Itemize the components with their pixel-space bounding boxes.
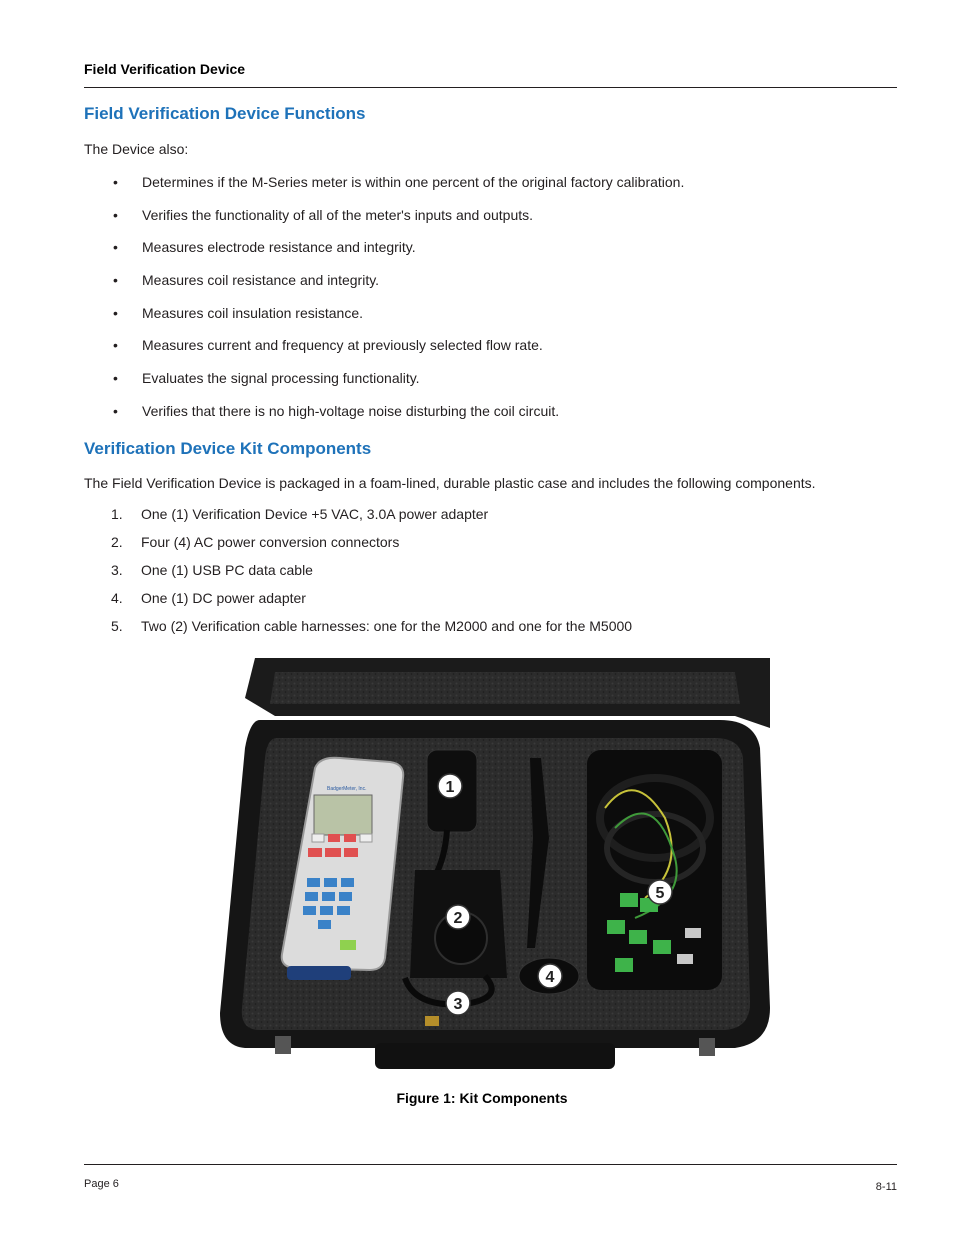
- header-rule: [84, 87, 897, 88]
- kit-intro: The Field Verification Device is packaged in a foam-lined, durable plastic case and includes the following components.: [84, 475, 816, 491]
- callout-1: [438, 774, 462, 798]
- device-brand-label: BadgerMeter, Inc.: [327, 786, 367, 792]
- bullet-icon: •: [113, 272, 118, 288]
- page-number: Page 6: [84, 1178, 119, 1190]
- bullet-icon: •: [113, 403, 118, 419]
- lid-foam: [270, 672, 740, 704]
- cable-harnesses: [587, 750, 722, 990]
- bullet-icon: •: [113, 337, 118, 353]
- device-screen: [314, 795, 372, 835]
- document-number: 8-11: [875, 1181, 897, 1193]
- callout-2: [446, 905, 470, 929]
- list-item: • Measures coil insulation resistance.: [113, 305, 363, 321]
- section-heading-kit: Verification Device Kit Components: [84, 439, 372, 458]
- list-item: 5. Two (2) Verification cable harnesses: one for the M2000 and one for the M5000: [111, 618, 633, 634]
- callout-5: [648, 880, 672, 904]
- bullet-icon: •: [113, 305, 118, 321]
- list-item: 3. One (1) USB PC data cable: [111, 562, 313, 578]
- bullet-icon: •: [113, 370, 118, 386]
- list-item: 1. One (1) Verification Device +5 VAC, 3.0A power adapter: [111, 506, 489, 522]
- list-item: • Verifies the functionality of all of the meter's inputs and outputs.: [113, 207, 534, 223]
- bullet-icon: •: [113, 174, 118, 190]
- list-item: • Determines if the M-Series meter is within one percent of the original factory calibration.: [113, 174, 685, 190]
- section-heading-functions: Field Verification Device Functions: [84, 104, 366, 123]
- list-item: • Measures coil resistance and integrity.: [113, 272, 380, 288]
- case-corner: [275, 1036, 291, 1054]
- list-item: 4. One (1) DC power adapter: [111, 590, 306, 606]
- footer-rule: [84, 1164, 897, 1165]
- svg-text:1: 1: [445, 779, 455, 796]
- functions-intro: The Device also:: [84, 141, 189, 157]
- list-item: • Measures current and frequency at previously selected flow rate.: [113, 337, 543, 353]
- list-item: 2. Four (4) AC power conversion connectors: [111, 534, 400, 550]
- case-handle: [375, 1043, 615, 1069]
- list-item: • Measures electrode resistance and integrity.: [113, 239, 416, 255]
- list-item: • Evaluates the signal processing functionality.: [113, 370, 420, 386]
- svg-text:4: 4: [545, 969, 555, 986]
- svg-text:3: 3: [453, 996, 463, 1013]
- case-corner: [699, 1038, 715, 1056]
- kit-components-photo: [215, 658, 775, 1083]
- bullet-icon: •: [113, 207, 118, 223]
- svg-text:2: 2: [453, 910, 463, 927]
- usb-plug: [425, 1016, 439, 1026]
- bullet-icon: •: [113, 239, 118, 255]
- figure-caption: Figure 1: Kit Components: [396, 1090, 568, 1106]
- callout-4: [538, 964, 562, 988]
- callout-3: [446, 991, 470, 1015]
- running-header: Field Verification Device: [84, 61, 246, 77]
- list-item: • Verifies that there is no high-voltage noise disturbing the coil circuit.: [113, 403, 560, 419]
- svg-text:5: 5: [655, 885, 665, 902]
